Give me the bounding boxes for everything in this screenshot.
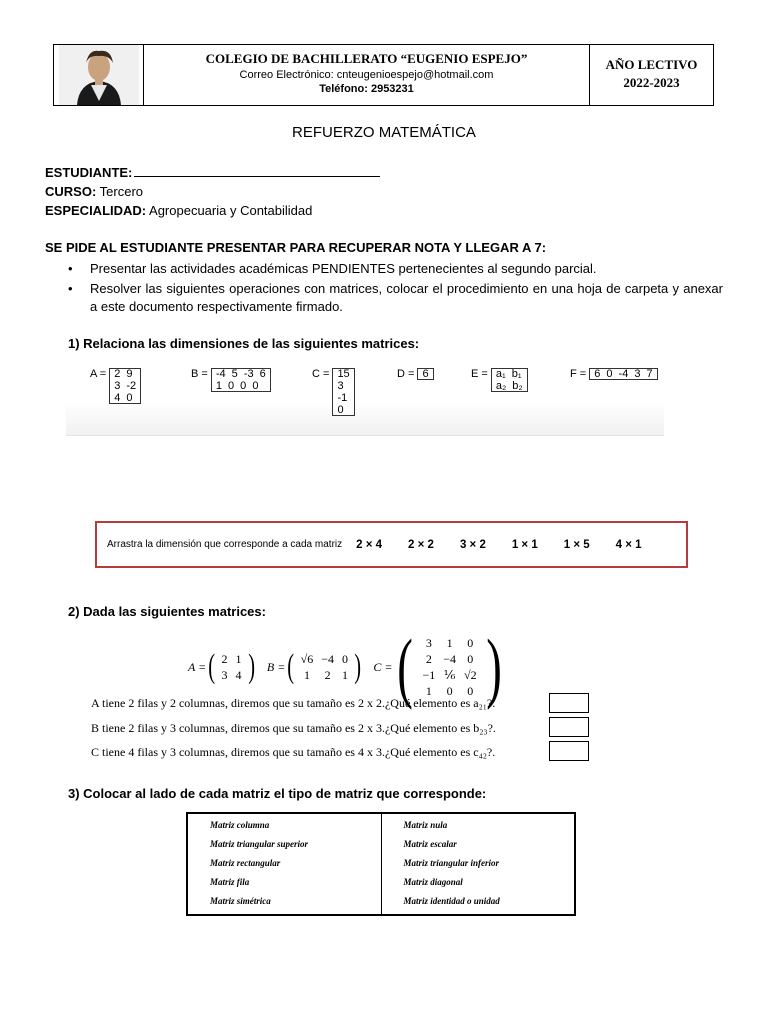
matrix-d-label: D = — [397, 368, 415, 380]
matrix-a-def: A = ( 2 1 3 4 ) — [188, 648, 255, 685]
matrix-a-def-label: A = — [188, 659, 207, 674]
matrix-types-right — [381, 814, 575, 914]
matrix-row: 3 -2 — [114, 380, 137, 392]
question-2b: B tiene 2 filas y 3 columnas, diremos que su tamaño es 2 x 3.¿Qué elemento es b₂₃?. — [91, 721, 496, 735]
dimension-drag-panel — [95, 521, 688, 568]
question-2a: A tiene 2 filas y 2 columnas, diremos que su tamaño es 2 x 2.¿Qué elemento es a₂₁?. — [91, 696, 496, 710]
matrix-a-label: A = — [90, 368, 107, 380]
matrix-types-left — [188, 814, 381, 914]
question-2-heading: 2) Dada las siguientes matrices: — [68, 604, 266, 619]
dimension-option-2x2[interactable]: 2 × 2 — [408, 538, 434, 551]
bullet-text: Resolver las siguientes operaciones con matrices, colocar el procedimiento en una hoja de carpeta y anexar a este documento respectivamente firmado. — [90, 281, 723, 314]
matrix-cell: 1 — [342, 667, 349, 682]
matrix-row: 3 — [337, 380, 344, 392]
matrix-row: 15 — [337, 368, 350, 380]
matrix-cell: 1 — [425, 683, 432, 698]
matrix-row: 6 0 -4 3 7 — [594, 368, 653, 380]
question-3-heading: 3) Colocar al lado de cada matriz el tipo de matriz que corresponde: — [68, 786, 487, 801]
bullet-text: Presentar las actividades académicas PENDIENTES pertenecientes al segundo parcial. — [90, 261, 597, 276]
document-header — [53, 44, 714, 106]
matrix-cell: −4 — [321, 651, 335, 666]
matrix-cell: 0 — [467, 651, 474, 666]
matrix-type-item[interactable]: Matriz simétrica — [210, 896, 271, 906]
question-2c: C tiene 4 filas y 3 columnas, diremos que su tamaño es 4 x 3.¿Qué elemento es c₄₂?. — [91, 745, 496, 759]
matrix-type-item[interactable]: Matriz identidad o unidad — [403, 896, 500, 906]
matrix-cell: −1 — [422, 667, 436, 682]
dimension-option-4x1[interactable]: 4 × 1 — [615, 538, 642, 551]
matrix-e-label: E = — [471, 368, 488, 380]
matrix-cell: 0 — [446, 683, 453, 698]
student-label: ESTUDIANTE: — [45, 165, 133, 180]
page-title: REFUERZO MATEMÁTICA — [292, 124, 476, 141]
matrix-c-def: C = ( 3 1 0 2 −4 0 −1 ⅙ √2 1 0 0 ) — [373, 623, 502, 710]
dimension-options — [356, 539, 667, 551]
matrix-c-label: C = — [312, 368, 330, 380]
matrix-b-def: B = ( √6 −4 0 1 2 1 ) — [266, 648, 362, 685]
matrix-b — [191, 368, 271, 392]
matrix-b-def-label: B = — [266, 659, 286, 674]
matrix-row: 6 — [422, 368, 429, 380]
matrix-cell: 1 — [303, 667, 310, 682]
bullet-icon: • — [68, 261, 73, 276]
matrix-c — [312, 368, 355, 416]
bullet-icon: • — [68, 281, 73, 296]
matrix-row: -4 5 -3 6 — [215, 368, 266, 380]
portrait-image — [54, 45, 144, 105]
instructions-heading: SE PIDE AL ESTUDIANTE PRESENTAR PARA RECUPERAR NOTA Y LLEGAR A 7: — [45, 240, 547, 255]
matrix-type-item[interactable]: Matriz columna — [210, 820, 270, 830]
specialty-value: Agropecuaria y Contabilidad — [149, 203, 313, 218]
matrix-a — [90, 368, 141, 404]
dimension-option-1x5[interactable]: 1 × 5 — [563, 538, 590, 551]
matrix-c-def-label: C = — [373, 659, 393, 674]
answer-box-b23[interactable] — [549, 717, 589, 737]
matrix-cell: √2 — [464, 667, 477, 682]
matrix-cell: −4 — [443, 651, 456, 666]
school-year-label: AÑO LECTIVO — [605, 57, 698, 72]
matrix-cell: 0 — [467, 683, 474, 698]
matrix-row: a₂ b₂ — [495, 380, 523, 392]
course-label: CURSO: — [45, 184, 97, 199]
course-value: Tercero — [99, 184, 144, 199]
matrix-row: a₁ b₁ — [495, 368, 522, 380]
dimension-option-2x4[interactable]: 2 × 4 — [356, 538, 383, 551]
specialty-label: ESPECIALIDAD: — [45, 203, 147, 218]
school-year-value: 2022-2023 — [623, 75, 680, 90]
question-1-heading: 1) Relaciona las dimensiones de las siguientes matrices: — [68, 336, 420, 351]
school-info — [144, 45, 590, 105]
matrix-row: 4 0 — [114, 392, 133, 404]
matrix-f-label: F = — [570, 368, 587, 380]
matrix-cell: √6 — [300, 651, 314, 666]
school-phone: Teléfono: 2953231 — [319, 83, 414, 95]
matrix-cell: 2 — [221, 651, 228, 666]
matrices-figure — [66, 362, 664, 434]
list-item — [68, 260, 723, 278]
matrix-type-item[interactable]: Matriz triangular superior — [210, 839, 309, 849]
matrix-cell: 3 — [425, 635, 432, 650]
course-field — [45, 184, 143, 199]
matrix-cell: 3 — [221, 667, 228, 682]
matrix-type-item[interactable]: Matriz rectangular — [210, 858, 281, 868]
school-email: Correo Electrónico: cnteugenioespejo@hotmail.com — [239, 69, 494, 81]
school-year — [590, 45, 713, 105]
matrix-cell: ⅙ — [443, 667, 456, 682]
matrix-cell: 1 — [235, 651, 242, 666]
matrix-type-item[interactable]: Matriz escalar — [403, 839, 457, 849]
student-name-line[interactable] — [134, 167, 380, 177]
matrix-e — [471, 368, 528, 392]
matrix-type-item[interactable]: Matriz fila — [210, 877, 250, 887]
list-item — [68, 280, 723, 316]
matrix-type-item[interactable]: Matriz triangular inferior — [403, 858, 500, 868]
matrix-cell: 1 — [446, 635, 453, 650]
drag-prompt: Arrastra la dimensión que corresponde a cada matriz — [107, 539, 343, 550]
dimension-option-3x2[interactable]: 3 × 2 — [459, 538, 486, 551]
dimension-option-1x1[interactable]: 1 × 1 — [511, 538, 538, 551]
matrix-d — [397, 368, 434, 380]
instructions-list — [68, 260, 723, 318]
answer-box-c42[interactable] — [549, 741, 589, 761]
school-name: COLEGIO DE BACHILLERATO “EUGENIO ESPEJO” — [205, 51, 528, 66]
matrix-cell: 2 — [324, 667, 331, 682]
matrix-row: 0 — [337, 404, 344, 416]
matrix-b-label: B = — [191, 368, 208, 380]
matrix-row: 2 9 — [114, 368, 133, 380]
answer-box-a21[interactable] — [549, 693, 589, 713]
matrix-cell: 2 — [425, 651, 432, 666]
matrix-cell: 0 — [342, 651, 349, 666]
matrix-row: -1 — [337, 392, 348, 404]
matrix-types-table — [186, 812, 576, 916]
matrix-type-item[interactable]: Matriz nula — [403, 820, 448, 830]
matrix-type-item[interactable]: Matriz diagonal — [403, 877, 463, 887]
student-field[interactable] — [45, 165, 380, 180]
matrix-cell: 4 — [235, 667, 242, 682]
matrix-f — [570, 368, 658, 380]
matrix-cell: 0 — [467, 635, 474, 650]
specialty-field — [45, 203, 312, 218]
matrix-row: 1 0 0 0 — [215, 380, 259, 392]
